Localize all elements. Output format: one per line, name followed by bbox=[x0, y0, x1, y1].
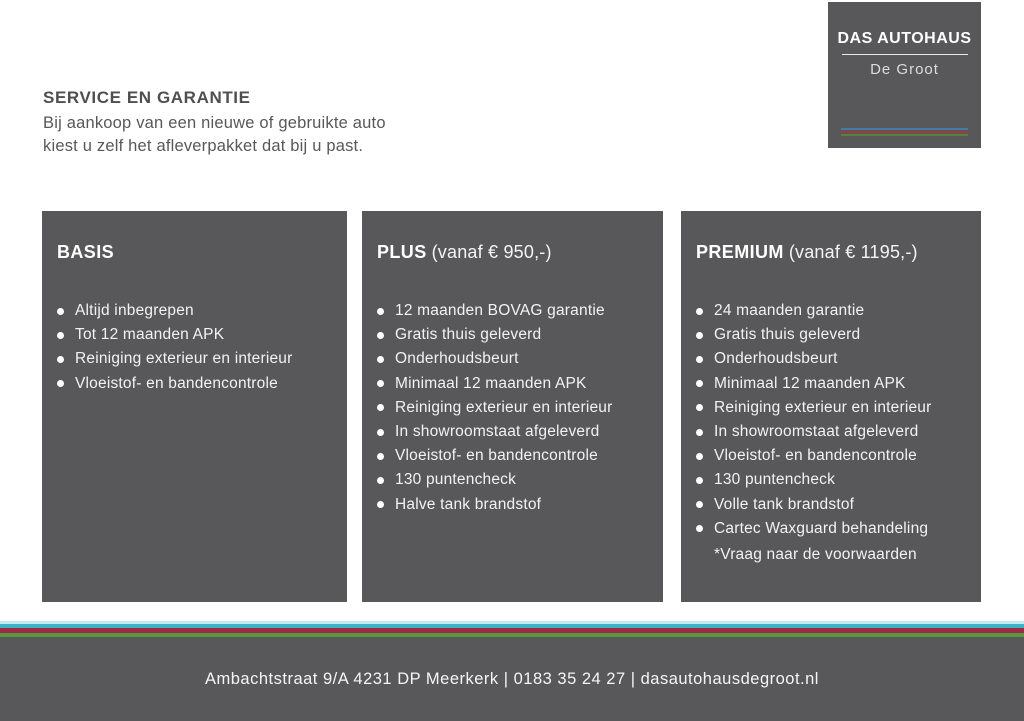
package-item bbox=[377, 444, 653, 468]
package-item-label: Halve tank brandstof bbox=[395, 495, 542, 513]
package-item-label: Volle tank brandstof bbox=[714, 495, 855, 513]
bullet-icon bbox=[696, 453, 703, 460]
bullet-icon bbox=[377, 404, 384, 411]
package-item bbox=[377, 420, 653, 444]
package-item bbox=[57, 347, 337, 371]
page-title: SERVICE EN GARANTIE bbox=[43, 88, 251, 107]
bullet-icon bbox=[57, 308, 64, 315]
package-item bbox=[696, 493, 971, 517]
package-item-label: Minimaal 12 maanden APK bbox=[395, 374, 587, 392]
bullet-icon bbox=[57, 380, 64, 387]
package-item-label: 12 maanden BOVAG garantie bbox=[395, 302, 605, 320]
package-item bbox=[696, 420, 971, 444]
package-item bbox=[696, 396, 971, 420]
accent-stripes bbox=[0, 621, 1024, 637]
package-item-label: Altijd inbegrepen bbox=[75, 302, 194, 320]
package-item-label: Onderhoudsbeurt bbox=[395, 350, 519, 368]
bullet-icon bbox=[696, 477, 703, 484]
package-item-label: Cartec Waxguard behandeling bbox=[714, 519, 929, 537]
package-item bbox=[696, 517, 971, 541]
logo-divider bbox=[842, 54, 968, 55]
package-price: (vanaf € 1195,-) bbox=[788, 242, 918, 262]
package-item-list bbox=[362, 299, 663, 517]
package-item-label: 24 maanden garantie bbox=[714, 302, 865, 320]
package-item bbox=[377, 323, 653, 347]
package-item-label: Gratis thuis geleverd bbox=[395, 326, 542, 344]
package-item-label: In showroomstaat afgeleverd bbox=[714, 423, 919, 441]
logo-stripe-red bbox=[841, 131, 968, 133]
package-item bbox=[377, 493, 653, 517]
bullet-icon bbox=[696, 525, 703, 532]
package-name: PLUS bbox=[377, 242, 427, 262]
bullet-icon bbox=[696, 429, 703, 436]
bullet-icon bbox=[377, 332, 384, 339]
package-item bbox=[57, 372, 337, 396]
package-item-label: Minimaal 12 maanden APK bbox=[714, 374, 906, 392]
bullet-icon bbox=[696, 380, 703, 387]
package-item-label: Gratis thuis geleverd bbox=[714, 326, 861, 344]
package-panel-basis bbox=[42, 211, 347, 602]
intro-section bbox=[43, 88, 386, 158]
package-panel-plus bbox=[362, 211, 663, 602]
logo-stripe-green bbox=[841, 134, 968, 136]
package-item bbox=[696, 468, 971, 492]
package-item bbox=[57, 323, 337, 347]
logo-stripes bbox=[841, 128, 968, 137]
bullet-icon bbox=[57, 332, 64, 339]
package-item-label: Vloeistof- en bandencontrole bbox=[714, 447, 917, 465]
package-item-list bbox=[42, 299, 347, 396]
footer-contact-text: Ambachtstraat 9/A 4231 DP Meerkerk | 0183 35 24 27 | dasautohausdegroot.nl bbox=[205, 669, 819, 688]
bullet-icon bbox=[696, 308, 703, 315]
package-item-label: In showroomstaat afgeleverd bbox=[395, 423, 600, 441]
bullet-icon bbox=[696, 356, 703, 363]
logo-stripe-blue bbox=[841, 128, 968, 130]
package-item-label: Reiniging exterieur en interieur bbox=[714, 398, 932, 416]
package-name: PREMIUM bbox=[696, 242, 784, 262]
package-footnote: *Vraag naar de voorwaarden bbox=[714, 545, 917, 563]
bullet-icon bbox=[377, 501, 384, 508]
bullet-icon bbox=[377, 429, 384, 436]
bullet-icon bbox=[377, 477, 384, 484]
bullet-icon bbox=[377, 380, 384, 387]
intro-line-1: Bij aankoop van een nieuwe of gebruikte auto bbox=[43, 114, 386, 132]
package-item-label: Vloeistof- en bandencontrole bbox=[395, 447, 598, 465]
package-item bbox=[377, 347, 653, 371]
package-name: BASIS bbox=[57, 242, 115, 262]
logo-subtitle: De Groot bbox=[870, 61, 939, 78]
package-item-label: Onderhoudsbeurt bbox=[714, 350, 838, 368]
package-item-label: Vloeistof- en bandencontrole bbox=[75, 374, 278, 392]
package-header bbox=[362, 211, 663, 263]
package-item bbox=[377, 396, 653, 420]
package-item bbox=[377, 299, 653, 323]
package-item bbox=[696, 299, 971, 323]
footer-bar bbox=[0, 637, 1024, 721]
package-item bbox=[696, 372, 971, 396]
bullet-icon bbox=[696, 332, 703, 339]
package-panel-premium bbox=[681, 211, 981, 602]
package-item bbox=[696, 323, 971, 347]
bullet-icon bbox=[377, 356, 384, 363]
package-item-label: Tot 12 maanden APK bbox=[75, 326, 225, 344]
package-item-label: 130 puntencheck bbox=[395, 471, 517, 489]
bullet-icon bbox=[377, 453, 384, 460]
package-item-label: Reiniging exterieur en interieur bbox=[75, 350, 293, 368]
package-item-list bbox=[681, 299, 981, 541]
package-item bbox=[377, 468, 653, 492]
package-price: (vanaf € 950,-) bbox=[431, 242, 552, 262]
bullet-icon bbox=[57, 356, 64, 363]
package-item bbox=[57, 299, 337, 323]
package-item bbox=[696, 347, 971, 371]
package-item-label: 130 puntencheck bbox=[714, 471, 836, 489]
package-item bbox=[377, 372, 653, 396]
package-header bbox=[681, 211, 981, 263]
bullet-icon bbox=[377, 308, 384, 315]
intro-line-2: kiest u zelf het afleverpakket dat bij u past. bbox=[43, 137, 364, 155]
bullet-icon bbox=[696, 501, 703, 508]
logo-title: DAS AUTOHAUS bbox=[837, 30, 972, 47]
bullet-icon bbox=[696, 404, 703, 411]
package-item bbox=[696, 444, 971, 468]
package-item-label: Reiniging exterieur en interieur bbox=[395, 398, 613, 416]
intro-text bbox=[43, 112, 386, 158]
package-header bbox=[42, 211, 347, 263]
logo-box bbox=[828, 2, 981, 148]
